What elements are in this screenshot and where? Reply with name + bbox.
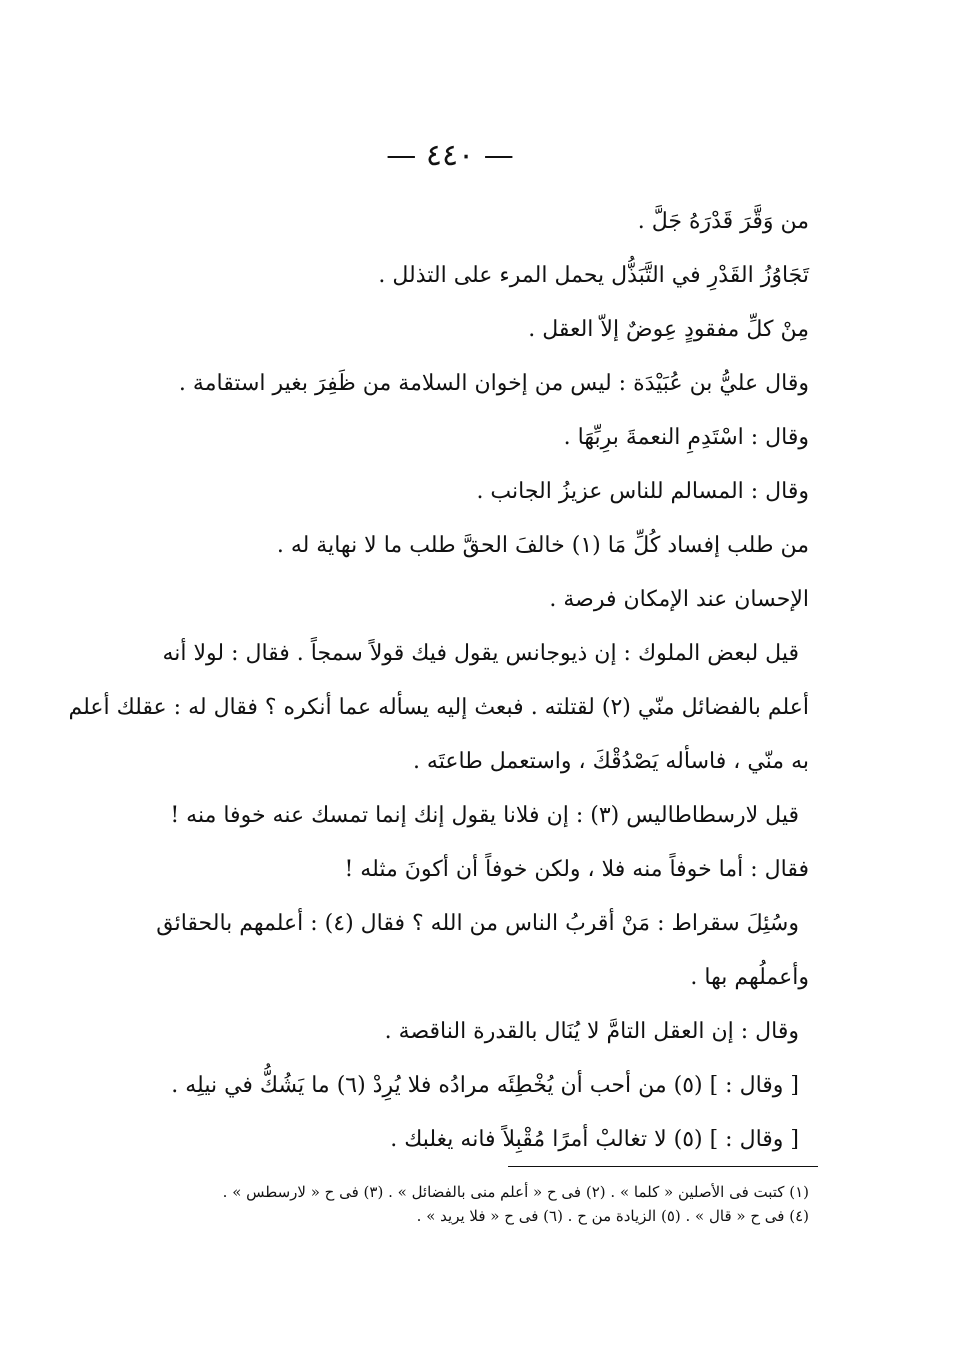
text-line: من طلب إفساد كُلِّ مَا (١) خالفَ الحقَّ طلب ما لا نهاية له . xyxy=(276,533,809,558)
footnotes xyxy=(129,1180,809,1228)
text-line: [ وقال : ] (٥) لا تغالبْ أمرًا مُقْبِلاً فانه يغلبك . xyxy=(390,1127,799,1152)
text-line: قيل لارسطاطاليس (٣) : إن فلانا يقول إنك إنما تمسك عنه خوفا منه ! xyxy=(170,803,799,828)
text-line: [ وقال : ] (٥) من أحب أن يُخْطِئَه مرادُه فلا يُرِدْ (٦) ما يَشُكُّ في نيلِه . xyxy=(171,1073,799,1098)
page-number: — ٤٤٠ — xyxy=(386,138,514,173)
text-line: الإحسان عند الإمكان فرصة . xyxy=(549,587,809,612)
text-line: أعلم بالفضائل منّي (٢) لقتلته . فبعث إليه يسأله عما أنكره ؟ فقال له : عقلك أعلم xyxy=(68,695,809,720)
text-line: وقال : المسالم للناس عزيزُ الجانب . xyxy=(476,479,809,504)
text-line: به منّي ، فاسأله يَصْدُقْكَ ، واستعمل طاعتَه . xyxy=(412,749,809,774)
footnote-line: (٤) فى ح « قال » . (٥) الزيادة من ح . (٦) فى ح « فلا يريد » . xyxy=(416,1207,809,1225)
text-line: وسُئِلَ سقراط : مَنْ أقربُ الناس من الله ؟ فقال (٤) : أعلمهم بالحقائق xyxy=(156,911,799,936)
text-line: وقال : اسْتَدِمِ النعمةَ برِبِّهَا . xyxy=(563,425,809,450)
text-line: فقال : أما خوفاً منه فلا ، ولكن خوفاً أن أكونَ مثله ! xyxy=(344,857,809,882)
text-line: وقال عليُّ بن عُبَيْدَة : ليس من إخوان السلامة من ظَفِرَ بغير استقامة . xyxy=(178,371,809,396)
text-line: قيل لبعض الملوك : إن ذيوجانس يقول فيك قولاً سمجاً . فقال : لولا أنه xyxy=(162,641,799,666)
text-line: مِنْ كلِّ مفقودٍ عِوضٌ إلاّ العقل . xyxy=(528,317,809,342)
text-line: تَجَاوُزُ القَدْرِ في التَّبَذُّل يحمل المرء على التذلل . xyxy=(378,263,809,288)
footnote-line: (١) كتبت فى الأصلين « كلما » . (٢) فى ح « أعلم منى بالفضائل » . (٣) فى ح « لارسطس » . xyxy=(222,1183,809,1201)
footnote-divider xyxy=(508,1166,818,1167)
text-line: وأعملُهم بها . xyxy=(690,965,809,990)
body-text xyxy=(68,195,809,1167)
text-line: من وَقَّرَ قَدْرَهُ جَلَّ . xyxy=(637,209,809,234)
text-line: وقال : إن العقل التامَّ لا يُنَال بالقدرة الناقصة . xyxy=(384,1019,799,1044)
